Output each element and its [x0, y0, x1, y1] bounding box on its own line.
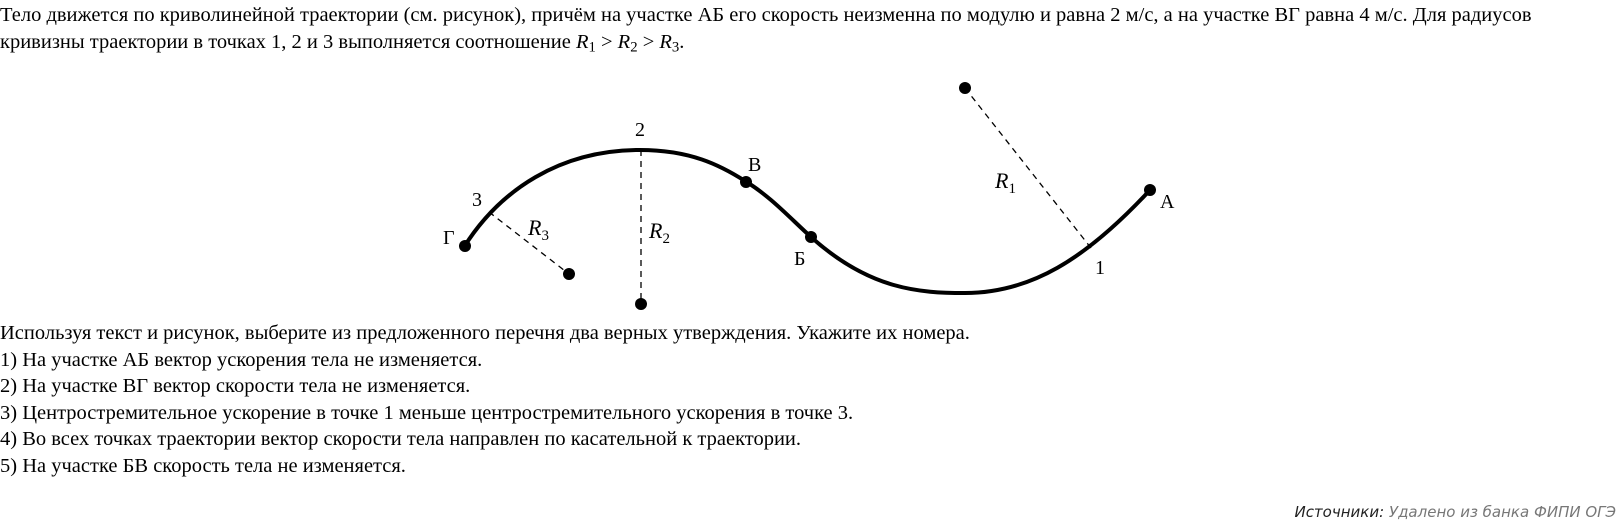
label-g: Г — [443, 227, 455, 249]
point-v-dot — [740, 176, 752, 188]
relation-r2-sub: 2 — [630, 39, 638, 56]
label-a: А — [1160, 191, 1175, 213]
label-point-3: 3 — [472, 189, 482, 211]
trajectory-diagram — [0, 70, 1616, 310]
question-block — [0, 320, 970, 479]
relation-r3-sub: 3 — [671, 39, 680, 56]
center-r2-dot — [635, 298, 647, 310]
problem-intro-text: Тело движется по криволинейной траектории (см. рисунок), причём на участке АБ его скорость неизменна по модулю и равна 2 м/с, а на участке ВГ равна 4 м/с. Для радиусов кривизны траектории в точках 1, 2 и 3 выполняется соотношение — [0, 4, 1532, 53]
radius-relation — [575, 31, 680, 56]
center-r1-dot — [959, 82, 971, 94]
label-r3-letter: R — [528, 215, 542, 240]
relation-r1: R — [575, 31, 589, 53]
label-r3 — [527, 215, 549, 244]
point-b-dot — [805, 231, 817, 243]
radius-r1-line — [965, 88, 1091, 248]
label-r3-sub: 3 — [541, 228, 549, 244]
trajectory-figure — [0, 70, 1616, 310]
relation-r1-sub: 1 — [588, 39, 596, 56]
source-label: Источники: — [1294, 503, 1385, 521]
relation-gt-2: > — [637, 31, 660, 53]
source-line — [1294, 503, 1616, 521]
option-item: 4) Во всех точках траектории вектор скорости тела направлен по касательной к траектории. — [0, 428, 802, 450]
option-item: 5) На участке БВ скорость тела не изменяется. — [0, 454, 406, 477]
option-item: 2) На участке ВГ вектор скорости тела не изменяется. — [0, 375, 471, 397]
label-r1-letter: R — [995, 168, 1009, 193]
center-r3-dot — [563, 268, 575, 280]
label-point-2: 2 — [635, 119, 645, 141]
point-g-dot — [459, 240, 471, 252]
relation-end: . — [679, 31, 685, 53]
label-r2-letter: R — [649, 218, 663, 243]
label-r2 — [648, 218, 670, 247]
source-value[interactable]: Удалено из банка ФИПИ ОГЭ — [1388, 503, 1616, 521]
option-item: 1) На участке АБ вектор ускорения тела не изменяется. — [0, 348, 483, 371]
label-r1-sub: 1 — [1008, 181, 1016, 197]
answer-options — [0, 347, 970, 480]
label-r2-sub: 2 — [662, 231, 670, 247]
label-v: В — [748, 154, 762, 176]
relation-gt-1: > — [595, 31, 618, 53]
question-text: Используя текст и рисунок, выберите из предложенного перечня два верных утверждения. Укажите их номера. — [0, 322, 970, 344]
option-item: 3) Центростремительное ускорение в точке 1 меньше центростремительного ускорения в точке 3. — [0, 401, 854, 424]
relation-r3: R — [659, 31, 672, 53]
label-r1 — [994, 168, 1016, 197]
label-b: Б — [794, 248, 806, 270]
problem-statement — [0, 2, 1612, 56]
point-a-dot — [1144, 184, 1156, 196]
label-point-1: 1 — [1095, 257, 1105, 279]
relation-r2: R — [617, 31, 631, 53]
